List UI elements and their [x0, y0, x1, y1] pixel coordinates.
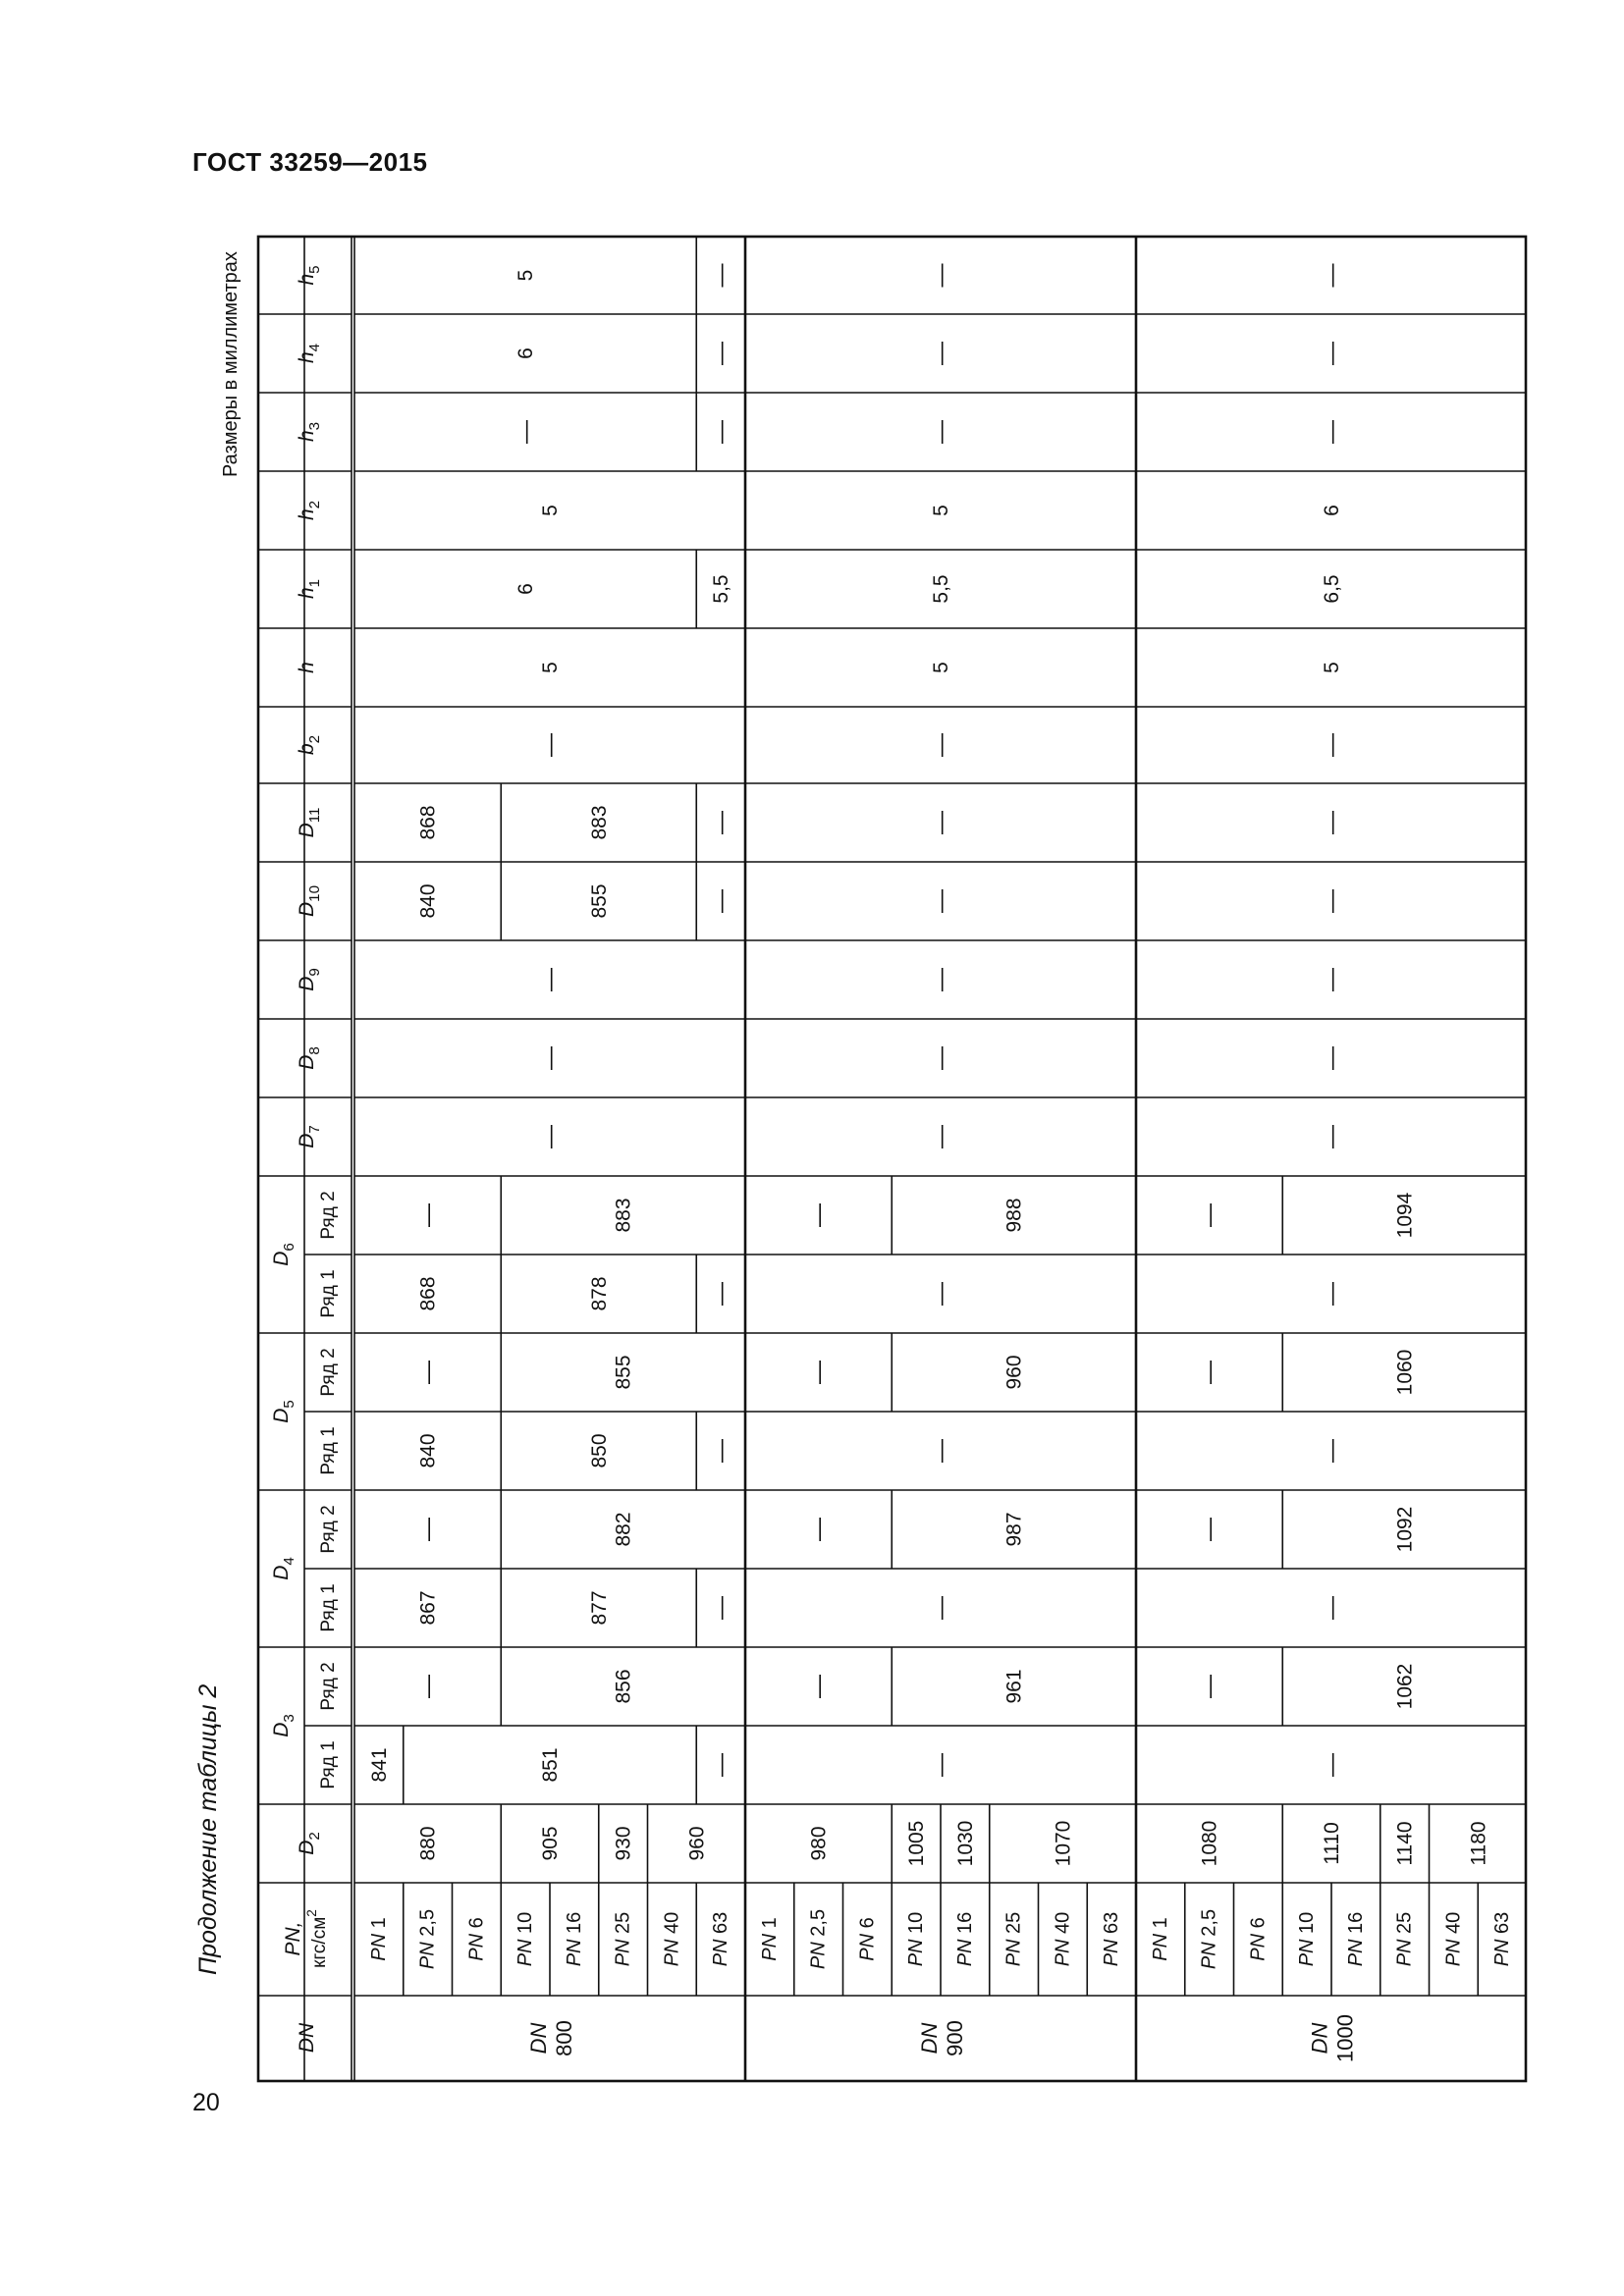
cell-value: — — [707, 263, 734, 288]
header-d5-row1: Ряд 1 — [317, 1426, 339, 1475]
pn-label: PN 16 — [1344, 1911, 1367, 1967]
pn-label: PN 25 — [1393, 1911, 1416, 1967]
pn-label: PN 63 — [1101, 1911, 1123, 1967]
cell-value: — — [536, 733, 564, 757]
cell-value: — — [927, 1753, 954, 1777]
pn-label: PN 10 — [905, 1911, 928, 1967]
pn-label: PN 2,5 — [416, 1908, 439, 1970]
cell-value: — — [1318, 342, 1345, 365]
pn-label: PN 1 — [367, 1917, 390, 1961]
pn-label: PN 63 — [710, 1911, 732, 1967]
header-d4: $D_4$ — [269, 1557, 298, 1580]
cell-value: 960 — [1002, 1355, 1026, 1390]
cell-value: 841 — [367, 1747, 391, 1783]
cell-value: 877 — [587, 1590, 611, 1626]
cell-value: — — [1196, 1361, 1223, 1384]
cell-value: 1110 — [1320, 1822, 1343, 1865]
cell-value: — — [927, 1282, 954, 1306]
cell-value: 960 — [684, 1826, 708, 1861]
cell-value: — — [1318, 968, 1345, 991]
header-d4-row2: Ряд 2 — [317, 1505, 339, 1554]
cell-value: 880 — [416, 1826, 440, 1861]
header-d6-row2: Ряд 2 — [317, 1191, 339, 1240]
page-number: 20 — [192, 2089, 220, 2116]
cell-value: 883 — [612, 1198, 635, 1233]
cell-value: — — [707, 342, 734, 365]
cell-value: 883 — [587, 805, 611, 840]
cell-value: — — [1318, 1753, 1345, 1777]
cell-value: — — [512, 420, 539, 444]
pn-label: PN 2,5 — [807, 1908, 830, 1970]
cell-value: — — [1196, 1203, 1223, 1227]
cell-value: 1070 — [1051, 1820, 1074, 1867]
cell-value: — — [536, 1125, 564, 1148]
cell-value: 855 — [587, 883, 611, 919]
document-header: ГОСТ 33259—2015 — [192, 147, 428, 177]
cell-value: 1092 — [1393, 1506, 1417, 1553]
header-d5: $D_5$ — [269, 1400, 298, 1423]
cell-value: 5 — [514, 269, 537, 282]
cell-value: — — [1318, 1046, 1345, 1070]
cell-value: — — [707, 1596, 734, 1620]
pn-label: PN 25 — [612, 1911, 634, 1967]
cell-value: — — [536, 1046, 564, 1070]
cell-value: — — [927, 1046, 954, 1070]
cell-value: — — [805, 1675, 833, 1698]
header-d3-row1: Ряд 1 — [317, 1740, 339, 1789]
cell-value: — — [927, 889, 954, 913]
header-h5: $h_5$ — [295, 265, 323, 286]
pn-label: PN 1 — [758, 1917, 781, 1961]
cell-value: 850 — [587, 1433, 611, 1468]
cell-value: — — [927, 733, 954, 757]
cell-value: — — [707, 1282, 734, 1306]
cell-value: 840 — [416, 1433, 440, 1468]
cell-value: — — [805, 1361, 833, 1384]
cell-value: 1030 — [953, 1820, 977, 1867]
pn-label: PN 25 — [1002, 1911, 1025, 1967]
pn-label: PN 40 — [1442, 1911, 1465, 1967]
cell-value: 1180 — [1466, 1821, 1489, 1866]
pn-label: PN 16 — [563, 1911, 585, 1967]
cell-value: 1080 — [1198, 1820, 1221, 1867]
pn-label: PN 1 — [1149, 1917, 1171, 1961]
cell-value: 5,5 — [709, 574, 732, 604]
header-h: h — [295, 662, 318, 673]
header-d2: $D_2$ — [295, 1832, 323, 1855]
header-d5-row2: Ряд 2 — [317, 1348, 339, 1397]
pn-label: PN 6 — [465, 1917, 488, 1961]
cell-value: — — [1318, 1439, 1345, 1463]
pn-label: PN 6 — [1247, 1917, 1270, 1961]
cell-value: 1062 — [1393, 1663, 1417, 1710]
cell-value: — — [707, 1753, 734, 1777]
header-b2: $b_2$ — [295, 734, 323, 756]
cell-value: 930 — [612, 1826, 635, 1861]
cell-value: — — [927, 811, 954, 834]
table-caption: Продолжение таблицы 2 — [194, 1683, 222, 1975]
header-d9: $D_9$ — [295, 968, 323, 991]
header-d8: $D_8$ — [295, 1046, 323, 1070]
cell-value: — — [927, 263, 954, 288]
dn-value: 1000 — [1332, 2014, 1357, 2062]
cell-value: — — [927, 420, 954, 444]
cell-value: — — [1318, 811, 1345, 834]
cell-value: 855 — [612, 1355, 635, 1390]
cell-value: — — [805, 1203, 833, 1227]
cell-value: — — [1196, 1675, 1223, 1698]
cell-value: 5 — [538, 662, 562, 673]
cell-value: — — [1318, 1596, 1345, 1620]
cell-value: 856 — [612, 1669, 635, 1704]
header-d6-row1: Ряд 1 — [317, 1269, 339, 1318]
cell-value: — — [927, 1439, 954, 1463]
pn-label: PN 10 — [514, 1911, 537, 1967]
cell-value: — — [414, 1675, 442, 1698]
pn-label: PN 16 — [953, 1911, 976, 1967]
cell-value: — — [927, 968, 954, 991]
dn-label: DN — [916, 2022, 942, 2055]
cell-value: 988 — [1002, 1198, 1026, 1233]
cell-value: 6 — [514, 347, 537, 359]
cell-value: 987 — [1002, 1512, 1026, 1547]
header-h3: $h_3$ — [295, 421, 323, 443]
cell-value: 905 — [538, 1826, 562, 1861]
cell-value: 5,5 — [929, 574, 952, 604]
cell-value: — — [1318, 733, 1345, 757]
cell-value: — — [707, 1439, 734, 1463]
cell-value: 851 — [538, 1747, 562, 1783]
pn-label: PN 40 — [1052, 1911, 1074, 1967]
cell-value: — — [1318, 889, 1345, 913]
header-d10: $D_{10}$ — [295, 885, 323, 917]
header-h1: $h_1$ — [295, 578, 323, 600]
header-dn: DN — [295, 2022, 318, 2054]
cell-value: — — [927, 1596, 954, 1620]
cell-value: — — [927, 1125, 954, 1148]
cell-value: 5 — [929, 505, 952, 516]
cell-value: — — [1196, 1518, 1223, 1541]
header-h2: $h_2$ — [295, 500, 323, 521]
cell-value: — — [707, 811, 734, 834]
cell-value: 6 — [1320, 505, 1343, 516]
cell-value: — — [1318, 1125, 1345, 1148]
cell-value: 840 — [416, 883, 440, 919]
header-d7: $D_7$ — [295, 1125, 323, 1148]
cell-value: 882 — [612, 1512, 635, 1547]
header-h4: $h_4$ — [295, 343, 323, 364]
cell-value: 5 — [538, 505, 562, 516]
cell-value: 980 — [807, 1826, 831, 1861]
cell-value: 1060 — [1393, 1349, 1417, 1396]
header-d11: $D_{11}$ — [295, 807, 323, 838]
cell-value: 868 — [416, 805, 440, 840]
cell-value: 961 — [1002, 1669, 1026, 1704]
cell-value: 6,5 — [1320, 574, 1343, 604]
cell-value: — — [927, 342, 954, 365]
pn-label: PN 2,5 — [1198, 1908, 1220, 1970]
header-pn-unit: кгс/$см^2$ — [304, 1909, 330, 1968]
header-d3: $D_3$ — [269, 1714, 298, 1737]
dn-label: DN — [525, 2022, 551, 2055]
header-d4-row1: Ряд 1 — [317, 1583, 339, 1632]
header-d6: $D_6$ — [269, 1243, 298, 1266]
cell-value: 5 — [1320, 662, 1343, 673]
cell-value: — — [414, 1203, 442, 1227]
header-pn: PN, — [281, 1921, 304, 1956]
dn-value: 900 — [942, 2020, 967, 2056]
cell-value: 1094 — [1393, 1192, 1417, 1239]
units-note: Размеры в миллиметрах — [220, 251, 242, 477]
pn-label: PN 40 — [661, 1911, 683, 1967]
pn-label: PN 63 — [1491, 1911, 1514, 1967]
dn-value: 800 — [551, 2020, 576, 2056]
cell-value: 1005 — [904, 1820, 928, 1867]
cell-value: 867 — [416, 1590, 440, 1626]
cell-value: — — [1318, 420, 1345, 444]
cell-value: 878 — [587, 1276, 611, 1311]
cell-value: 1140 — [1393, 1821, 1417, 1866]
cell-value: — — [707, 420, 734, 444]
cell-value: — — [1318, 1282, 1345, 1306]
dn-label: DN — [1307, 2022, 1331, 2055]
cell-value: 5 — [929, 662, 952, 673]
cell-value: — — [536, 968, 564, 991]
cell-value: — — [414, 1518, 442, 1541]
header-d3-row2: Ряд 2 — [317, 1662, 339, 1711]
cell-value: — — [414, 1361, 442, 1384]
cell-value: — — [805, 1518, 833, 1541]
pn-label: PN 6 — [856, 1917, 879, 1961]
cell-value: 6 — [514, 583, 537, 595]
pn-label: PN 10 — [1296, 1911, 1319, 1967]
cell-value: 868 — [416, 1276, 440, 1311]
cell-value: — — [707, 889, 734, 913]
cell-value: — — [1318, 263, 1345, 288]
